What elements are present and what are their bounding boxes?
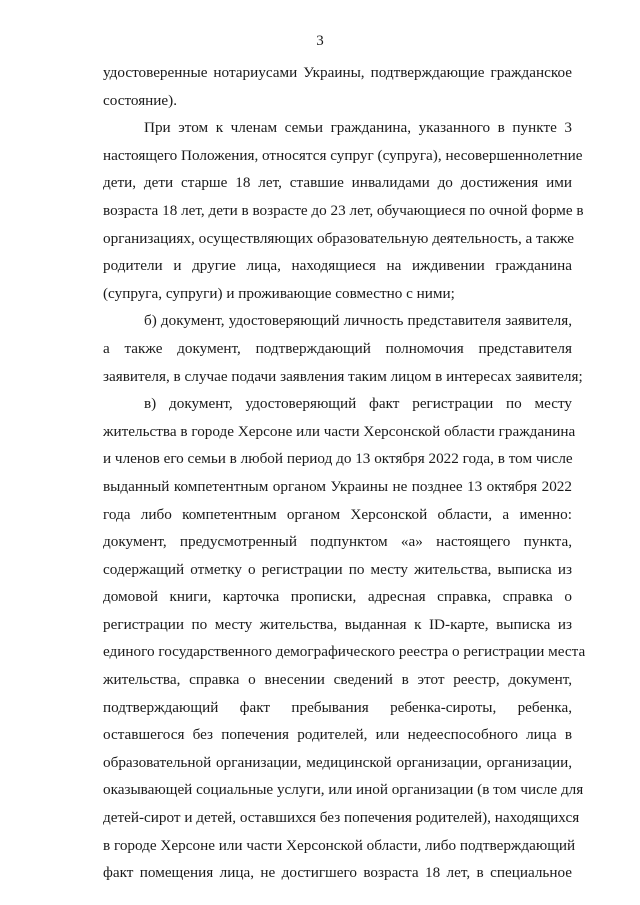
text-line: а также документ, подтверждающий полномочия представителя bbox=[103, 339, 572, 357]
text-line: факт помещения лица, не достигшего возраста 18 лет, в специальное bbox=[103, 864, 572, 882]
text-line: домовой книги, карточка прописки, адресная справка, справка о bbox=[103, 588, 572, 606]
text-line: содержащий отметку о регистрации по месту жительства, выписка из bbox=[103, 560, 572, 578]
text-line: оставшегося без попечения родителей, или недееспособного лица в bbox=[103, 726, 572, 744]
text-line: удостоверенные нотариусами Украины, подтверждающие гражданское bbox=[103, 64, 572, 81]
text-line: документ, предусмотренный подпунктом «а» настоящего пункта, bbox=[103, 533, 572, 551]
paragraph-first-line: При этом к членам семьи гражданина, указанного в пункте 3 bbox=[144, 119, 572, 137]
text-line: состояние). bbox=[103, 91, 178, 109]
text-line: дети, дети старше 18 лет, ставшие инвалидами до достижения ими bbox=[103, 174, 572, 192]
text-line: единого государственного демографического реестра о регистрации места bbox=[103, 643, 586, 661]
text-line: года либо компетентным органом Херсонской области, а именно: bbox=[103, 505, 572, 523]
text-line: родители и другие лица, находящиеся на иждивении гражданина bbox=[103, 257, 572, 275]
text-line: оказывающей социальные услуги, или иной организации (в том числе для bbox=[103, 781, 584, 799]
text-line: образовательной организации, медицинской организации, организации, bbox=[103, 753, 572, 771]
page-number: 3 bbox=[316, 33, 324, 49]
text-line: организациях, осуществляющих образовательную деятельность, а также bbox=[103, 229, 575, 247]
text-line: регистрации по месту жительства, выданная к ID-карте, выписка из bbox=[103, 615, 572, 633]
document-body bbox=[103, 59, 586, 887]
text-line: подтверждающий факт пребывания ребенка-сироты, ребенка, bbox=[103, 698, 572, 716]
text-line: и членов его семьи в любой период до 13 октября 2022 года, в том числе bbox=[103, 450, 573, 468]
text-line: жительства, справка о внесении сведений в этот реестр, документ, bbox=[103, 671, 572, 689]
text-line: жительства в городе Херсоне или части Херсонской области гражданина bbox=[103, 422, 576, 440]
text-line: выданный компетентным органом Украины не позднее 13 октября 2022 bbox=[103, 477, 572, 495]
text-line: возраста 18 лет, дети в возрасте до 23 лет, обучающиеся по очной форме в bbox=[103, 201, 584, 219]
text-line: заявителя, в случае подачи заявления таким лицом в интересах заявителя; bbox=[103, 367, 583, 385]
paragraph-first-line: б) документ, удостоверяющий личность представителя заявителя, bbox=[144, 312, 572, 330]
text-line: детей-сирот и детей, оставшихся без попечения родителей), находящихся bbox=[103, 809, 580, 827]
text-line: (супруга, супруги) и проживающие совместно с ними; bbox=[103, 284, 455, 302]
text-line: настоящего Положения, относятся супруг (супруга), несовершеннолетние bbox=[103, 146, 583, 164]
paragraph-first-line: в) документ, удостоверяющий факт регистрации по месту bbox=[144, 395, 572, 413]
text-line: в городе Херсоне или части Херсонской области, либо подтверждающий bbox=[103, 836, 576, 854]
